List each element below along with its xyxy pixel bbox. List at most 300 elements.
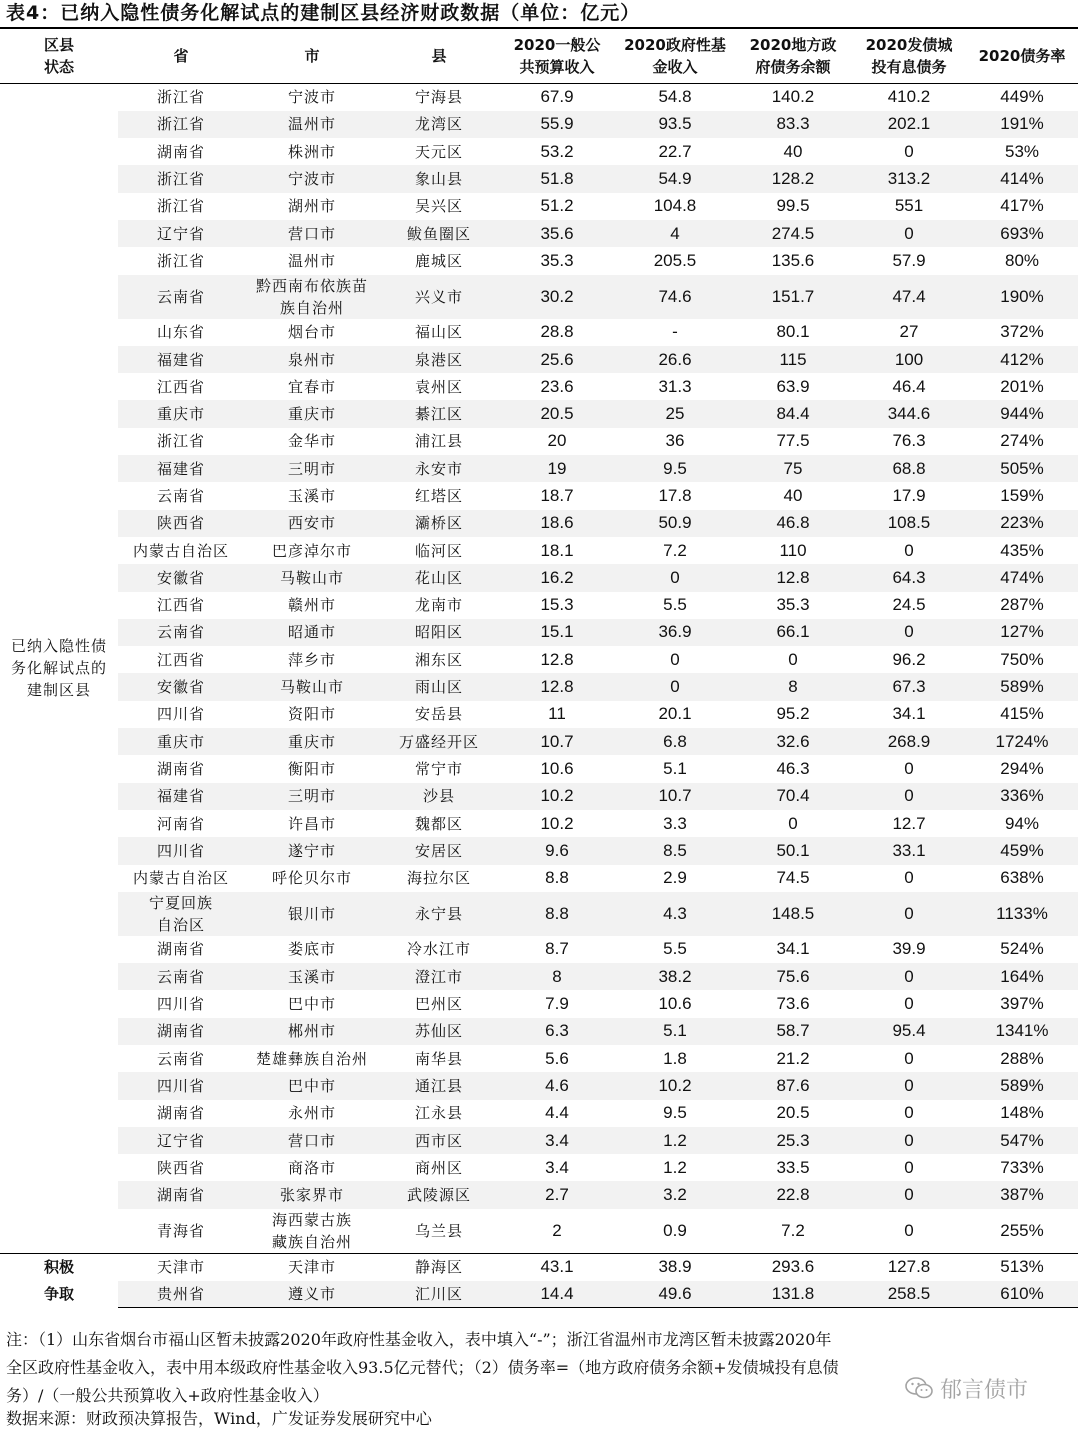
table-row [0, 673, 1078, 700]
debt-ratio-cell: 80% [966, 247, 1078, 274]
table-row [0, 373, 1078, 400]
lgfv-debt-cell: 0 [852, 892, 966, 936]
debt-ratio-cell: 387% [966, 1181, 1078, 1208]
debt-ratio-cell: 255% [966, 1209, 1078, 1254]
fund-income-cell: 17.8 [616, 482, 734, 509]
province-cell: 四川省 [118, 990, 244, 1017]
lgfv-debt-cell: 34.1 [852, 701, 966, 728]
note-line: 注：（1）山东省烟台市福山区暂未披露2020年政府性基金收入，表中填入“-”；浙江省温州市龙湾区暂未披露2020年 [6, 1330, 832, 1349]
city-cell: 巴中市 [244, 990, 380, 1017]
debt-ratio-cell: 547% [966, 1127, 1078, 1154]
province-cell: 辽宁省 [118, 1127, 244, 1154]
table-row [0, 400, 1078, 427]
county-cell: 苏仙区 [380, 1018, 498, 1045]
local-debt-cell: 21.2 [734, 1045, 852, 1072]
debt-ratio-cell: 513% [966, 1253, 1078, 1280]
debt-ratio-cell: 127% [966, 619, 1078, 646]
budget-income-cell: 10.2 [498, 810, 616, 837]
county-cell: 天元区 [380, 138, 498, 165]
local-debt-cell: 40 [734, 482, 852, 509]
province-cell: 安徽省 [118, 564, 244, 591]
lgfv-debt-cell: 0 [852, 220, 966, 247]
fund-income-cell: 26.6 [616, 346, 734, 373]
province-cell: 浙江省 [118, 84, 244, 111]
county-cell: 龙南市 [380, 592, 498, 619]
table-row [0, 1253, 1078, 1280]
county-cell: 綦江区 [380, 400, 498, 427]
county-cell: 安岳县 [380, 701, 498, 728]
province-cell: 辽宁省 [118, 220, 244, 247]
province-cell: 湖南省 [118, 755, 244, 782]
city-cell: 玉溪市 [244, 482, 380, 509]
local-debt-cell: 34.1 [734, 936, 852, 963]
province-cell: 福建省 [118, 783, 244, 810]
table-row [0, 701, 1078, 728]
city-cell: 营口市 [244, 220, 380, 247]
lgfv-debt-cell: 0 [852, 1181, 966, 1208]
budget-income-cell: 12.8 [498, 673, 616, 700]
city-cell: 巴中市 [244, 1072, 380, 1099]
fund-income-cell: 0 [616, 673, 734, 700]
province-cell: 河南省 [118, 810, 244, 837]
province-cell: 云南省 [118, 619, 244, 646]
lgfv-debt-cell: 551 [852, 193, 966, 220]
local-debt-cell: 70.4 [734, 783, 852, 810]
budget-income-cell: 10.2 [498, 783, 616, 810]
city-cell: 资阳市 [244, 701, 380, 728]
county-cell: 袁州区 [380, 373, 498, 400]
city-cell: 黔西南布依族苗 族自治州 [244, 275, 380, 319]
local-debt-cell: 80.1 [734, 319, 852, 346]
wechat-icon [904, 1376, 934, 1400]
budget-income-cell: 55.9 [498, 111, 616, 138]
province-cell: 宁夏回族 自治区 [118, 892, 244, 936]
table-row [0, 193, 1078, 220]
county-cell: 武陵源区 [380, 1181, 498, 1208]
status-cell: 积极 争取 [0, 1253, 118, 1308]
local-debt-cell: 66.1 [734, 619, 852, 646]
city-cell: 巴彦淖尔市 [244, 537, 380, 564]
city-cell: 重庆市 [244, 728, 380, 755]
budget-income-cell: 30.2 [498, 275, 616, 319]
local-debt-cell: 274.5 [734, 220, 852, 247]
debt-ratio-cell: 459% [966, 837, 1078, 864]
county-cell: 龙湾区 [380, 111, 498, 138]
header-budget-income: 2020一般公 共预算收入 [498, 28, 616, 84]
budget-income-cell: 8 [498, 963, 616, 990]
table-row [0, 1100, 1078, 1127]
lgfv-debt-cell: 39.9 [852, 936, 966, 963]
debt-ratio-cell: 474% [966, 564, 1078, 591]
province-cell: 云南省 [118, 275, 244, 319]
city-cell: 西安市 [244, 510, 380, 537]
budget-income-cell: 16.2 [498, 564, 616, 591]
header-province: 省 [118, 28, 244, 84]
county-cell: 江永县 [380, 1100, 498, 1127]
debt-ratio-cell: 274% [966, 428, 1078, 455]
local-debt-cell: 77.5 [734, 428, 852, 455]
local-debt-cell: 32.6 [734, 728, 852, 755]
budget-income-cell: 28.8 [498, 319, 616, 346]
fund-income-cell: 9.5 [616, 1100, 734, 1127]
local-debt-cell: 151.7 [734, 275, 852, 319]
fund-income-cell: 49.6 [616, 1281, 734, 1308]
table-row [0, 111, 1078, 138]
table-row [0, 138, 1078, 165]
city-cell: 天津市 [244, 1253, 380, 1280]
county-cell: 通江县 [380, 1072, 498, 1099]
city-cell: 宁波市 [244, 84, 380, 111]
note-line: 全区政府性基金收入，表中用本级政府性基金收入93.5亿元替代；（2）债务率=（地方政府债务余额+发债城投有息债 [6, 1358, 839, 1377]
debt-ratio-cell: 414% [966, 165, 1078, 192]
county-cell: 灞桥区 [380, 510, 498, 537]
province-cell: 湖南省 [118, 1018, 244, 1045]
lgfv-debt-cell: 127.8 [852, 1253, 966, 1280]
debt-ratio-cell: 412% [966, 346, 1078, 373]
debt-ratio-cell: 505% [966, 455, 1078, 482]
note-line: 务）/（一般公共预算收入+政府性基金收入） [6, 1386, 329, 1405]
budget-income-cell: 51.8 [498, 165, 616, 192]
debt-ratio-cell: 693% [966, 220, 1078, 247]
province-cell: 陕西省 [118, 1154, 244, 1181]
county-cell: 魏都区 [380, 810, 498, 837]
local-debt-cell: 22.8 [734, 1181, 852, 1208]
county-cell: 鹿城区 [380, 247, 498, 274]
budget-income-cell: 3.4 [498, 1154, 616, 1181]
table-row [0, 482, 1078, 509]
debt-ratio-cell: 53% [966, 138, 1078, 165]
county-cell: 浦江县 [380, 428, 498, 455]
province-cell: 江西省 [118, 373, 244, 400]
budget-income-cell: 51.2 [498, 193, 616, 220]
local-debt-cell: 99.5 [734, 193, 852, 220]
fund-income-cell: 22.7 [616, 138, 734, 165]
lgfv-debt-cell: 0 [852, 783, 966, 810]
header-debt-ratio: 2020债务率 [966, 28, 1078, 84]
budget-income-cell: 15.3 [498, 592, 616, 619]
county-cell: 商州区 [380, 1154, 498, 1181]
table-row [0, 510, 1078, 537]
budget-income-cell: 20.5 [498, 400, 616, 427]
lgfv-debt-cell: 268.9 [852, 728, 966, 755]
local-debt-cell: 8 [734, 673, 852, 700]
fund-income-cell: 20.1 [616, 701, 734, 728]
table-row [0, 837, 1078, 864]
budget-income-cell: 8.8 [498, 865, 616, 892]
budget-income-cell: 15.1 [498, 619, 616, 646]
header-status: 区县 状态 [0, 28, 118, 84]
table-row [0, 165, 1078, 192]
local-debt-cell: 131.8 [734, 1281, 852, 1308]
table-row [0, 1181, 1078, 1208]
city-cell: 湖州市 [244, 193, 380, 220]
table-row [0, 428, 1078, 455]
local-debt-cell: 50.1 [734, 837, 852, 864]
fund-income-cell: 10.7 [616, 783, 734, 810]
province-cell: 重庆市 [118, 400, 244, 427]
city-cell: 温州市 [244, 111, 380, 138]
lgfv-debt-cell: 68.8 [852, 455, 966, 482]
county-cell: 巴州区 [380, 990, 498, 1017]
fund-income-cell: 5.1 [616, 1018, 734, 1045]
lgfv-debt-cell: 33.1 [852, 837, 966, 864]
province-cell: 湖南省 [118, 1181, 244, 1208]
table-row [0, 319, 1078, 346]
table-row [0, 728, 1078, 755]
group-pilot-counties [0, 84, 1078, 1254]
budget-income-cell: 67.9 [498, 84, 616, 111]
city-cell: 三明市 [244, 783, 380, 810]
local-debt-cell: 7.2 [734, 1209, 852, 1254]
province-cell: 云南省 [118, 482, 244, 509]
city-cell: 株洲市 [244, 138, 380, 165]
debt-ratio-cell: 610% [966, 1281, 1078, 1308]
table-row [0, 936, 1078, 963]
table-row [0, 892, 1078, 936]
fund-income-cell: 5.1 [616, 755, 734, 782]
table-row [0, 646, 1078, 673]
city-cell: 泉州市 [244, 346, 380, 373]
city-cell: 赣州市 [244, 592, 380, 619]
local-debt-cell: 40 [734, 138, 852, 165]
fund-income-cell: 10.2 [616, 1072, 734, 1099]
city-cell: 呼伦贝尔市 [244, 865, 380, 892]
city-cell: 金华市 [244, 428, 380, 455]
local-debt-cell: 293.6 [734, 1253, 852, 1280]
debt-ratio-cell: 1133% [966, 892, 1078, 936]
province-cell: 浙江省 [118, 165, 244, 192]
budget-income-cell: 19 [498, 455, 616, 482]
lgfv-debt-cell: 0 [852, 990, 966, 1017]
lgfv-debt-cell: 0 [852, 755, 966, 782]
province-cell: 四川省 [118, 1072, 244, 1099]
finance-table [0, 27, 1078, 1308]
city-cell: 温州市 [244, 247, 380, 274]
fund-income-cell: 5.5 [616, 592, 734, 619]
debt-ratio-cell: 733% [966, 1154, 1078, 1181]
city-cell: 宜春市 [244, 373, 380, 400]
table-row [0, 592, 1078, 619]
table-row [0, 537, 1078, 564]
city-cell: 马鞍山市 [244, 564, 380, 591]
budget-income-cell: 2 [498, 1209, 616, 1254]
local-debt-cell: 83.3 [734, 111, 852, 138]
local-debt-cell: 12.8 [734, 564, 852, 591]
debt-ratio-cell: 589% [966, 1072, 1078, 1099]
debt-ratio-cell: 294% [966, 755, 1078, 782]
lgfv-debt-cell: 0 [852, 1100, 966, 1127]
debt-ratio-cell: 524% [966, 936, 1078, 963]
county-cell: 海拉尔区 [380, 865, 498, 892]
province-cell: 天津市 [118, 1253, 244, 1280]
lgfv-debt-cell: 95.4 [852, 1018, 966, 1045]
local-debt-cell: 35.3 [734, 592, 852, 619]
lgfv-debt-cell: 17.9 [852, 482, 966, 509]
debt-ratio-cell: 164% [966, 963, 1078, 990]
fund-income-cell: 4 [616, 220, 734, 247]
fund-income-cell: 25 [616, 400, 734, 427]
province-cell: 云南省 [118, 963, 244, 990]
local-debt-cell: 0 [734, 646, 852, 673]
city-cell: 衡阳市 [244, 755, 380, 782]
fund-income-cell: 93.5 [616, 111, 734, 138]
debt-ratio-cell: 1341% [966, 1018, 1078, 1045]
table-row [0, 455, 1078, 482]
budget-income-cell: 18.7 [498, 482, 616, 509]
county-cell: 兴义市 [380, 275, 498, 319]
lgfv-debt-cell: 0 [852, 865, 966, 892]
city-cell: 银川市 [244, 892, 380, 936]
debt-ratio-cell: 201% [966, 373, 1078, 400]
county-cell: 象山县 [380, 165, 498, 192]
fund-income-cell: 10.6 [616, 990, 734, 1017]
city-cell: 海西蒙古族 藏族自治州 [244, 1209, 380, 1254]
fund-income-cell: 36 [616, 428, 734, 455]
table-row [0, 963, 1078, 990]
province-cell: 内蒙古自治区 [118, 865, 244, 892]
budget-income-cell: 7.9 [498, 990, 616, 1017]
budget-income-cell: 18.1 [498, 537, 616, 564]
local-debt-cell: 58.7 [734, 1018, 852, 1045]
fund-income-cell: 104.8 [616, 193, 734, 220]
budget-income-cell: 8.7 [498, 936, 616, 963]
budget-income-cell: 35.6 [498, 220, 616, 247]
county-cell: 昭阳区 [380, 619, 498, 646]
fund-income-cell: 38.9 [616, 1253, 734, 1280]
table-row [0, 1154, 1078, 1181]
table-row [0, 783, 1078, 810]
lgfv-debt-cell: 410.2 [852, 84, 966, 111]
local-debt-cell: 46.8 [734, 510, 852, 537]
province-cell: 山东省 [118, 319, 244, 346]
debt-ratio-cell: 944% [966, 400, 1078, 427]
lgfv-debt-cell: 96.2 [852, 646, 966, 673]
fund-income-cell: 205.5 [616, 247, 734, 274]
city-cell: 萍乡市 [244, 646, 380, 673]
lgfv-debt-cell: 57.9 [852, 247, 966, 274]
county-cell: 静海区 [380, 1253, 498, 1280]
fund-income-cell: 5.5 [616, 936, 734, 963]
city-cell: 张家界市 [244, 1181, 380, 1208]
budget-income-cell: 3.4 [498, 1127, 616, 1154]
local-debt-cell: 128.2 [734, 165, 852, 192]
fund-income-cell: 0.9 [616, 1209, 734, 1254]
status-cell: 已纳入隐性债 务化解试点的 建制区县 [0, 84, 118, 1254]
debt-ratio-cell: 223% [966, 510, 1078, 537]
local-debt-cell: 75.6 [734, 963, 852, 990]
province-cell: 云南省 [118, 1045, 244, 1072]
debt-ratio-cell: 417% [966, 193, 1078, 220]
budget-income-cell: 53.2 [498, 138, 616, 165]
fund-income-cell: 6.8 [616, 728, 734, 755]
fund-income-cell: 8.5 [616, 837, 734, 864]
lgfv-debt-cell: 313.2 [852, 165, 966, 192]
local-debt-cell: 75 [734, 455, 852, 482]
debt-ratio-cell: 435% [966, 537, 1078, 564]
city-cell: 玉溪市 [244, 963, 380, 990]
city-cell: 遂宁市 [244, 837, 380, 864]
province-cell: 浙江省 [118, 193, 244, 220]
province-cell: 浙江省 [118, 247, 244, 274]
local-debt-cell: 0 [734, 810, 852, 837]
group-applying-counties [0, 1253, 1078, 1308]
city-cell: 宁波市 [244, 165, 380, 192]
table-row [0, 990, 1078, 1017]
county-cell: 西市区 [380, 1127, 498, 1154]
lgfv-debt-cell: 0 [852, 138, 966, 165]
fund-income-cell: 2.9 [616, 865, 734, 892]
province-cell: 浙江省 [118, 428, 244, 455]
budget-income-cell: 14.4 [498, 1281, 616, 1308]
county-cell: 雨山区 [380, 673, 498, 700]
debt-ratio-cell: 1724% [966, 728, 1078, 755]
lgfv-debt-cell: 258.5 [852, 1281, 966, 1308]
local-debt-cell: 148.5 [734, 892, 852, 936]
local-debt-cell: 84.4 [734, 400, 852, 427]
header-lgfv-debt: 2020发债城 投有息债务 [852, 28, 966, 84]
local-debt-cell: 73.6 [734, 990, 852, 1017]
fund-income-cell: - [616, 319, 734, 346]
lgfv-debt-cell: 27 [852, 319, 966, 346]
budget-income-cell: 25.6 [498, 346, 616, 373]
table-row [0, 564, 1078, 591]
budget-income-cell: 18.6 [498, 510, 616, 537]
budget-income-cell: 12.8 [498, 646, 616, 673]
county-cell: 南华县 [380, 1045, 498, 1072]
debt-ratio-cell: 415% [966, 701, 1078, 728]
fund-income-cell: 0 [616, 564, 734, 591]
fund-income-cell: 31.3 [616, 373, 734, 400]
debt-ratio-cell: 750% [966, 646, 1078, 673]
table-row [0, 1072, 1078, 1099]
city-cell: 营口市 [244, 1127, 380, 1154]
local-debt-cell: 87.6 [734, 1072, 852, 1099]
debt-ratio-cell: 372% [966, 319, 1078, 346]
county-cell: 乌兰县 [380, 1209, 498, 1254]
lgfv-debt-cell: 0 [852, 619, 966, 646]
city-cell: 楚雄彝族自治州 [244, 1045, 380, 1072]
local-debt-cell: 74.5 [734, 865, 852, 892]
province-cell: 安徽省 [118, 673, 244, 700]
county-cell: 永安市 [380, 455, 498, 482]
table-row [0, 220, 1078, 247]
lgfv-debt-cell: 0 [852, 963, 966, 990]
local-debt-cell: 135.6 [734, 247, 852, 274]
debt-ratio-cell: 287% [966, 592, 1078, 619]
budget-income-cell: 5.6 [498, 1045, 616, 1072]
county-cell: 安居区 [380, 837, 498, 864]
debt-ratio-cell: 190% [966, 275, 1078, 319]
county-cell: 湘东区 [380, 646, 498, 673]
lgfv-debt-cell: 0 [852, 1072, 966, 1099]
lgfv-debt-cell: 47.4 [852, 275, 966, 319]
debt-ratio-cell: 397% [966, 990, 1078, 1017]
fund-income-cell: 54.9 [616, 165, 734, 192]
local-debt-cell: 95.2 [734, 701, 852, 728]
lgfv-debt-cell: 24.5 [852, 592, 966, 619]
county-cell: 宁海县 [380, 84, 498, 111]
county-cell: 花山区 [380, 564, 498, 591]
table-row [0, 1127, 1078, 1154]
fund-income-cell: 54.8 [616, 84, 734, 111]
city-cell: 娄底市 [244, 936, 380, 963]
local-debt-cell: 110 [734, 537, 852, 564]
budget-income-cell: 9.6 [498, 837, 616, 864]
local-debt-cell: 46.3 [734, 755, 852, 782]
city-cell: 遵义市 [244, 1281, 380, 1308]
table-row [0, 1209, 1078, 1254]
lgfv-debt-cell: 0 [852, 1209, 966, 1254]
